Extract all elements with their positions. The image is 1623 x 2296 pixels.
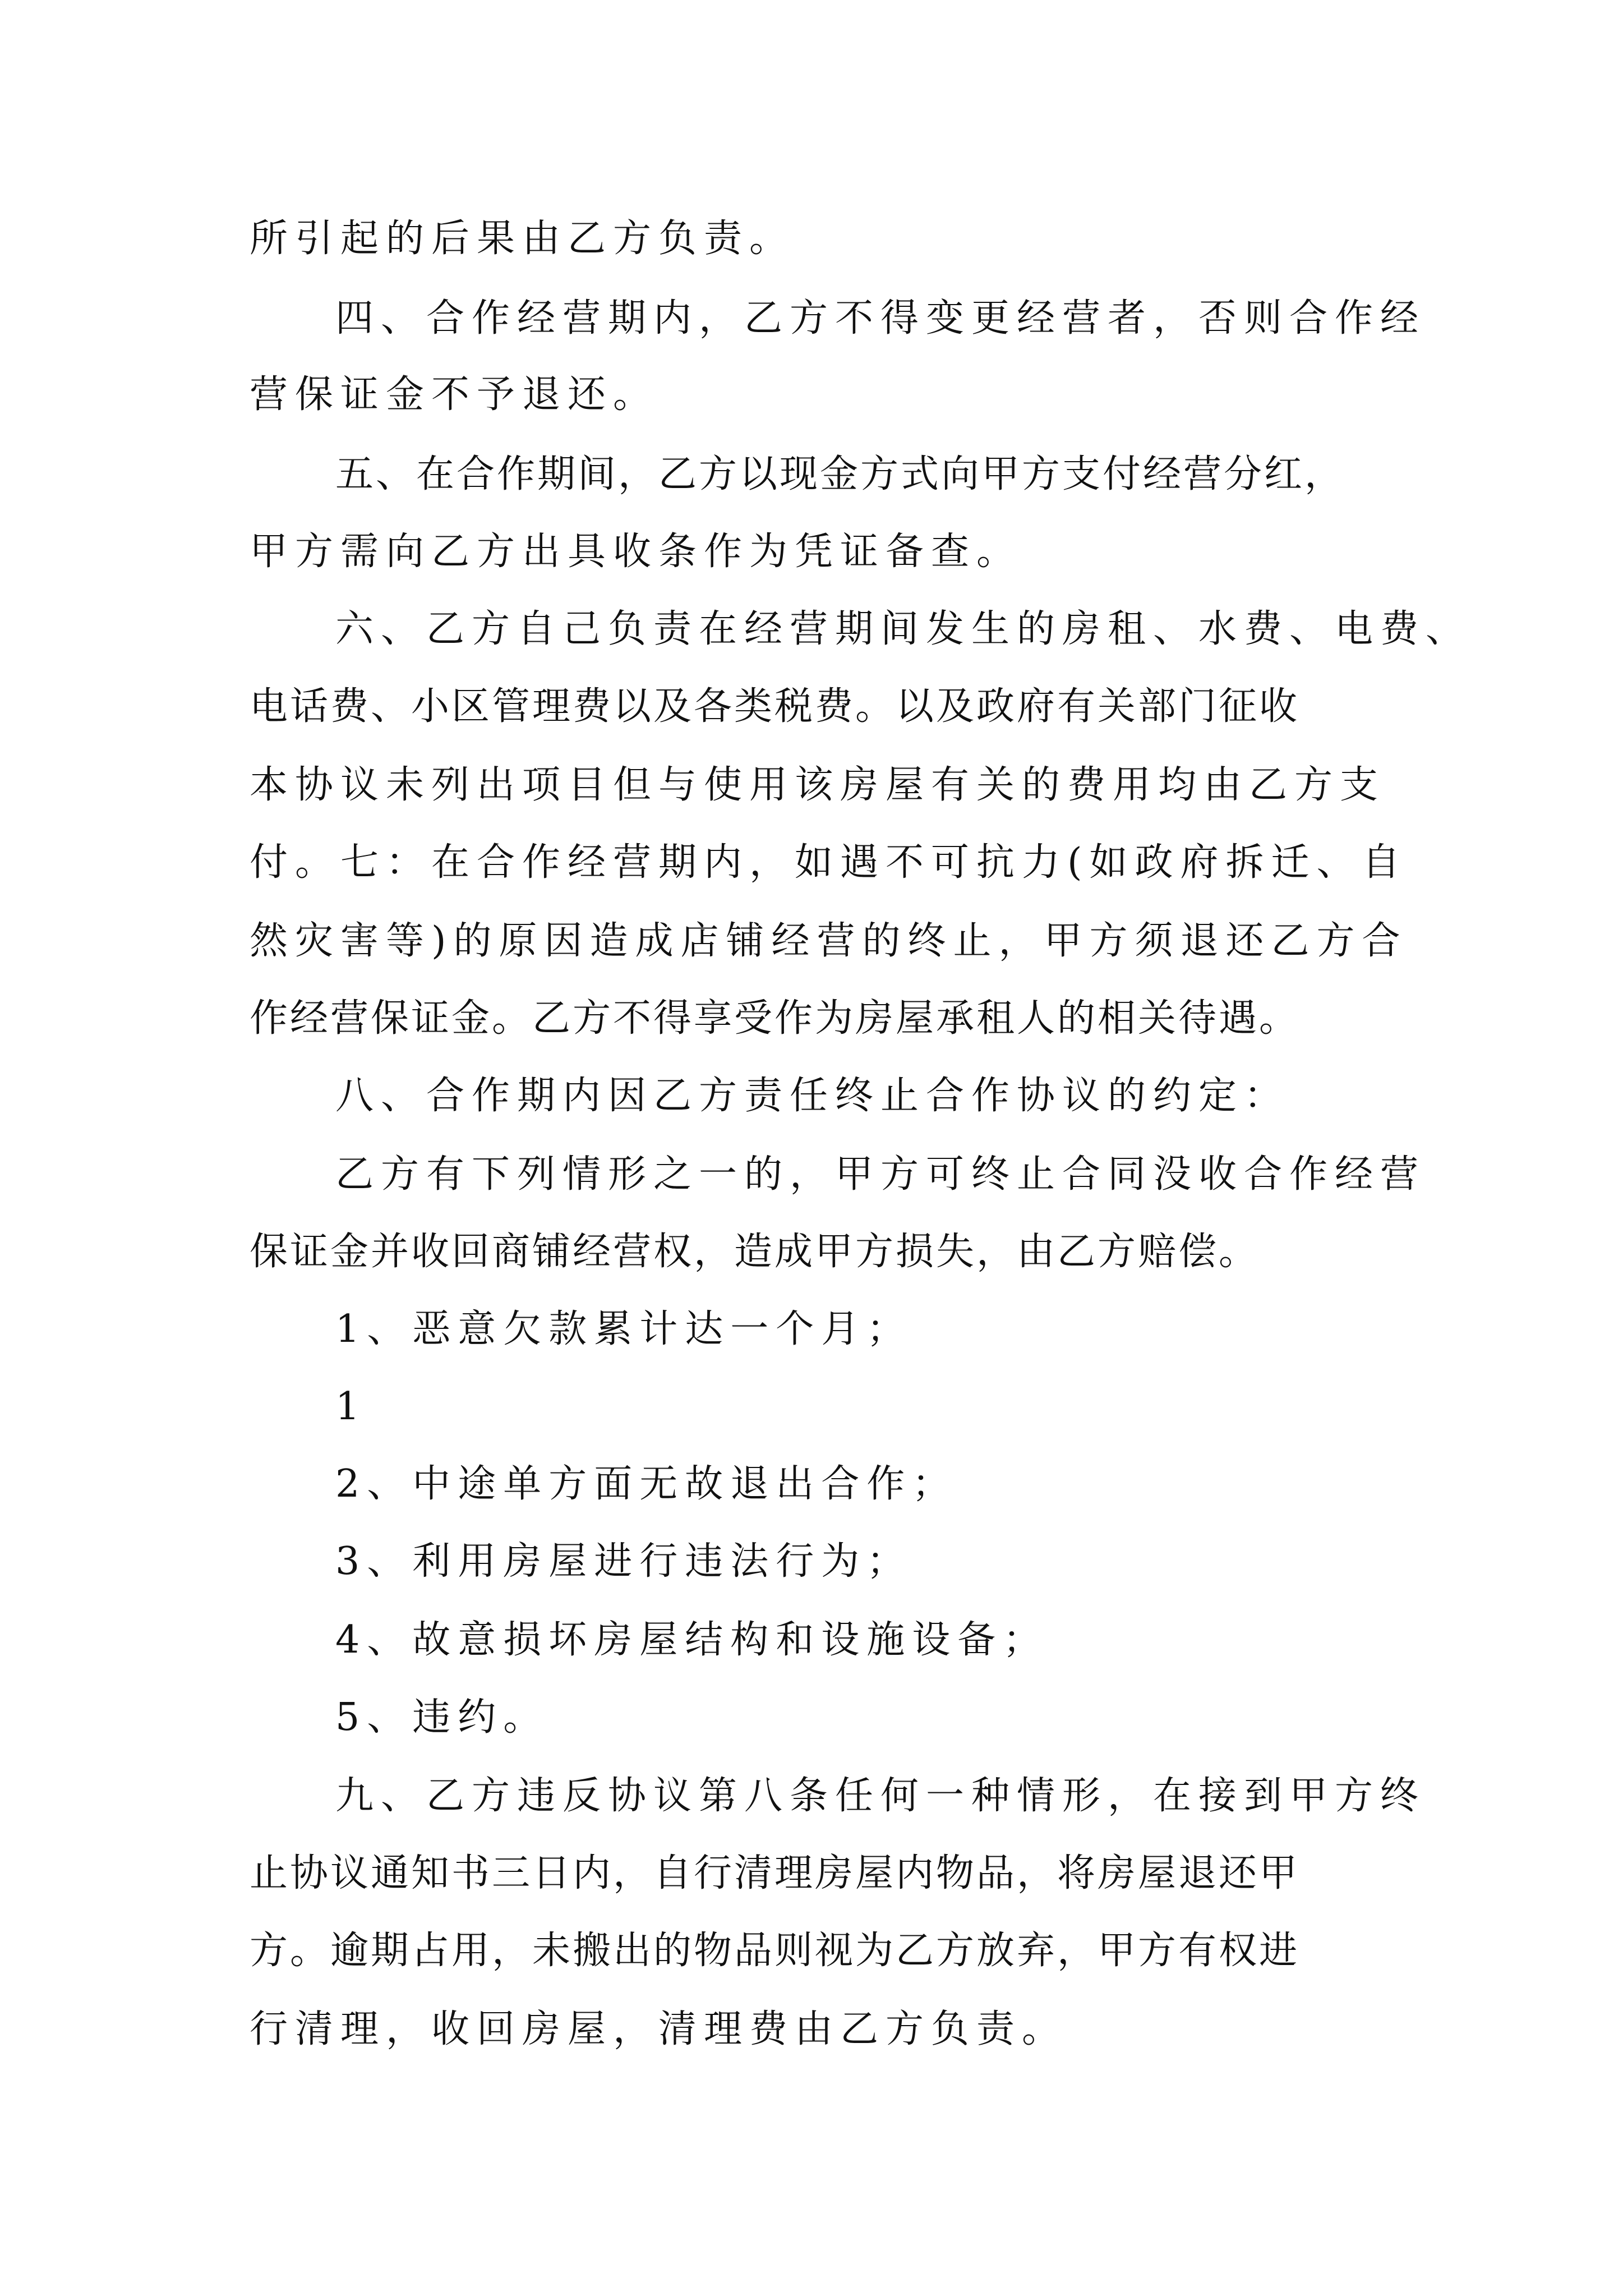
text-line: 然灾害等)的原因造成店铺经营的终止，甲方须退还乙方合: [250, 919, 1408, 963]
list-item: 2、中途单方面无故退出合作；: [335, 1462, 958, 1506]
text-line: 四、合作经营期内，乙方不得变更经营者，否则合作经: [335, 296, 1426, 341]
text-line: 付。七：在合作经营期内，如遇不可抗力(如政府拆迁、自: [250, 840, 1408, 885]
list-item: 1、恶意欠款累计达一个月；: [335, 1307, 912, 1351]
text-line: 保证金并收回商铺经营权，造成甲方损失，由乙方赔偿。: [250, 1230, 1260, 1274]
text-line: 方。逾期占用，未搬出的物品则视为乙方放弃，甲方有权进: [250, 1929, 1300, 1973]
list-item: 3、利用房屋进行违法行为；: [335, 1539, 912, 1584]
text-line: 九、乙方违反协议第八条任何一种情形，在接到甲方终: [335, 1774, 1426, 1818]
list-item: 4、故意损坏房屋结构和设施设备；: [335, 1618, 1049, 1662]
text-line: 所引起的后果由乙方负责。: [250, 217, 795, 261]
text-line: 五、在合作期间，乙方以现金方式向甲方支付经营分红，: [335, 452, 1345, 496]
list-item: 1: [335, 1384, 367, 1429]
text-line: 本协议未列出项目但与使用该房屋有关的费用均由乙方支: [250, 763, 1386, 807]
text-line: 甲方需向乙方出具收条作为凭证备查。: [250, 530, 1022, 574]
text-line: 作经营保证金。乙方不得享受作为房屋承租人的相关待遇。: [250, 996, 1300, 1041]
text-line: 行清理，收回房屋，清理费由乙方负责。: [250, 2007, 1068, 2051]
list-item: 5、违约。: [335, 1695, 549, 1740]
text-line: 电话费、小区管理费以及各类税费。以及政府有关部门征收: [250, 684, 1300, 729]
text-line: 营保证金不予退还。: [250, 372, 659, 417]
text-line: 乙方有下列情形之一的，甲方可终止合同没收合作经营: [335, 1152, 1426, 1197]
text-line: 六、乙方自己负责在经营期间发生的房租、水费、电费、: [335, 607, 1472, 651]
text-line: 八、合作期内因乙方责任终止合作协议的约定：: [335, 1074, 1290, 1118]
text-line: 止协议通知书三日内，自行清理房屋内物品，将房屋退还甲: [250, 1851, 1300, 1895]
